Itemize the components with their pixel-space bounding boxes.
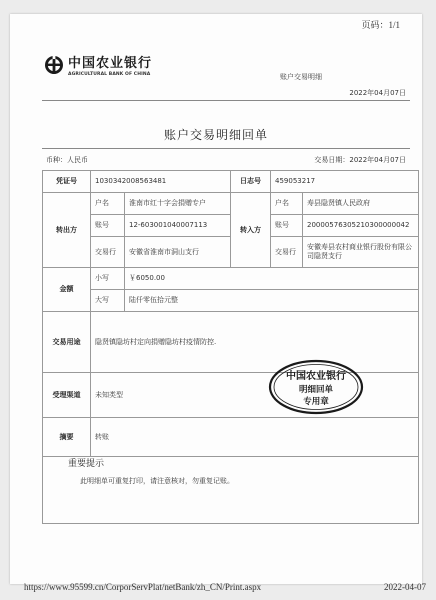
title-divider <box>42 148 410 149</box>
transaction-date: 交易日期：2022年04月07日 <box>314 156 406 164</box>
payee-bank-label: 交易行 <box>271 237 303 268</box>
summary-value: 转账 <box>91 418 419 457</box>
payer-account-label: 账号 <box>91 215 125 237</box>
bank-name-cn: 中国农业银行 <box>68 56 153 71</box>
channel-label: 受理渠道 <box>43 373 91 418</box>
receipt-table <box>42 170 419 524</box>
payer-bank-label: 交易行 <box>91 237 125 268</box>
payee-name-label: 户名 <box>271 193 303 215</box>
stamp-line-1: 中国农业银行 <box>286 371 346 382</box>
header-label: 账户交易明细 <box>280 73 322 81</box>
amount-label: 金额 <box>43 268 91 312</box>
tips-title: 重要提示 <box>68 459 105 469</box>
amount-upper: 陆仟零伍拾元整 <box>125 290 419 312</box>
payer-account: 12-603001040007113 <box>125 215 231 237</box>
footer-url: https://www.95599.cn/CorporServPlat/netBank/zh_CN/Print.aspx <box>24 582 262 592</box>
payer-bank: 安徽省淮南市洞山支行 <box>125 237 231 268</box>
currency-label: 币种：人民币 <box>46 156 88 164</box>
amount-lower-label: 小写 <box>91 268 125 290</box>
log-number: 459053217 <box>271 171 419 193</box>
abc-logo-icon <box>44 55 64 75</box>
channel-value: 未知类型 <box>91 373 419 418</box>
payer-name: 淮南市红十字会捐赠专户 <box>125 193 231 215</box>
payee-account: 20000576305210300000042 <box>303 215 419 237</box>
bank-seal-stamp <box>267 358 365 416</box>
voucher-label: 凭证号 <box>43 171 91 193</box>
receipt-title: 账户交易明细回单 <box>163 128 268 142</box>
payee-bank: 安徽寿县农村商业银行股份有限公司隐贤支行 <box>303 237 419 268</box>
tips-text: 此明细单可重复打印，请注意核对，勿重复记账。 <box>80 477 234 485</box>
page-number: 页码：1/1 <box>361 20 400 30</box>
amount-lower: ￥6050.00 <box>125 268 419 290</box>
payee-name: 寿县隐贤镇人民政府 <box>303 193 419 215</box>
header-divider <box>42 100 410 101</box>
log-label: 日志号 <box>231 171 271 193</box>
payee-account-label: 账号 <box>271 215 303 237</box>
voucher-number: 1030342008563481 <box>91 171 231 193</box>
bank-logo <box>44 52 152 77</box>
stamp-line-2: 明细回单 <box>298 385 334 395</box>
purpose-label: 交易用途 <box>43 312 91 373</box>
footer-date: 2022-04-07 <box>384 582 426 592</box>
payer-section-label: 转出方 <box>43 193 91 268</box>
header-date: 2022年04月07日 <box>349 89 406 97</box>
payee-section-label: 转入方 <box>231 193 271 268</box>
stamp-line-3: 专用章 <box>303 397 329 407</box>
bank-name-en: AGRICULTURAL BANK OF CHINA <box>68 72 151 77</box>
summary-label: 摘要 <box>43 418 91 457</box>
receipt-page <box>10 14 422 584</box>
payer-name-label: 户名 <box>91 193 125 215</box>
amount-upper-label: 大写 <box>91 290 125 312</box>
purpose-value: 隐贤镇隐坊村定向捐赠隐坊村疫情防控. <box>91 312 419 373</box>
